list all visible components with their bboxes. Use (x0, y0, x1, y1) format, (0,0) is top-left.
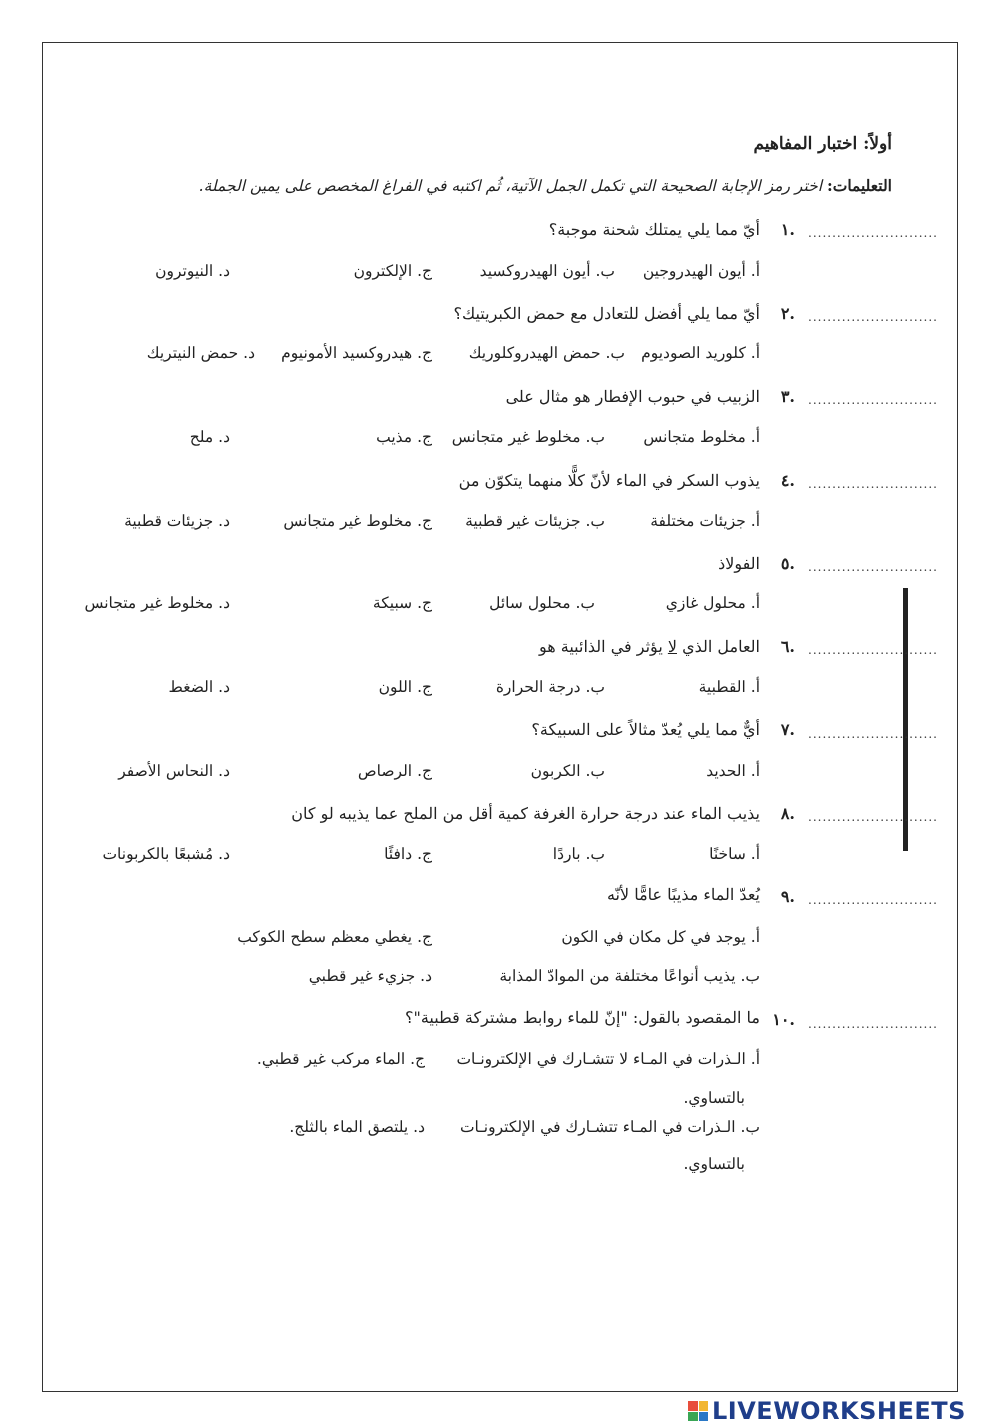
question-number: .٨ (780, 804, 795, 823)
option-c[interactable]: ج. الرصاص (357, 762, 432, 780)
option-d[interactable]: د. يلتصق الماء بالثلج. (289, 1118, 425, 1136)
question-text: العامل الذي لا يؤثر في الذائبية هو (538, 637, 760, 656)
answer-blank[interactable]: ........................... (808, 810, 938, 824)
option-c[interactable]: ج. الإلكترون (353, 262, 432, 280)
option-a[interactable]: أ. ساخنًا (709, 845, 760, 863)
option-d[interactable]: د. النحاس الأصفر (118, 762, 230, 780)
option-a[interactable]: أ. كلوريد الصوديوم (641, 344, 760, 362)
option-b[interactable]: ب. يذيب أنواعًا مختلفة من الموادّ المذابة (499, 967, 760, 985)
question-text: يذيب الماء عند درجة حرارة الغرفة كمية أقل من الملح عما يذيبه لو كان (291, 804, 760, 823)
option-a[interactable]: أ. القطبية (698, 678, 760, 696)
answer-blank[interactable]: ........................... (808, 226, 938, 240)
answer-blank[interactable]: ........................... (808, 893, 938, 907)
question-number: .٣ (780, 387, 795, 406)
option-d[interactable]: د. ملح (189, 428, 230, 446)
option-a[interactable]: أ. محلول غازي (665, 594, 760, 612)
question-text: أيّ مما يلي أفضل للتعادل مع حمض الكبريتيك؟ (453, 304, 760, 323)
logo-text: LIVEWORKSHEETS (712, 1397, 966, 1425)
question-number: .٢ (780, 304, 795, 323)
option-c[interactable]: ج. هيدروكسيد الأمونيوم (281, 344, 432, 362)
option-c[interactable]: ج. دافئًا (384, 845, 432, 863)
question-number: .١٠ (772, 1010, 795, 1029)
option-d[interactable]: د. حمض النيتريك (146, 344, 255, 362)
instructions-text: اختر رمز الإجابة الصحيحة التي تكمل الجمل الآتية، ثُم اكتبه في الفراغ المخصص على يمين الجملة. (198, 177, 823, 195)
page-border (42, 42, 958, 1392)
option-c[interactable]: ج. مخلوط غير متجانس (283, 512, 432, 530)
question-text: يذوب السكر في الماء لأنّ كلًّا منهما يتكوّن من (458, 471, 760, 490)
instructions (199, 176, 892, 195)
option-c[interactable]: ج. يغطي معظم سطح الكوكب (237, 928, 432, 946)
option-c[interactable]: ج. سبيكة (372, 594, 432, 612)
option-b[interactable]: ب. الـذرات في المـاء تتشـارك في الإلكترونـات (459, 1118, 760, 1136)
option-a[interactable]: أ. يوجد في كل مكان في الكون (561, 928, 760, 946)
question-text: أيّ مما يلي يمتلك شحنة موجبة؟ (548, 220, 760, 239)
liveworksheets-logo (688, 1398, 966, 1424)
logo-mark-icon (688, 1401, 708, 1421)
answer-blank[interactable]: ........................... (808, 477, 938, 491)
question-text: يُعدّ الماء مذيبًا عامًّا لأنّه (606, 885, 760, 904)
option-a-continuation: بالتساوي. (683, 1089, 745, 1107)
option-d[interactable]: د. مخلوط غير متجانس (84, 594, 230, 612)
option-b-continuation: بالتساوي. (683, 1155, 745, 1173)
option-d[interactable]: د. جزيء غير قطبي (308, 967, 432, 985)
option-c[interactable]: ج. الماء مركب غير قطبي. (256, 1050, 425, 1068)
option-a[interactable]: أ. الـذرات في المـاء لا تتشـارك في الإلكترونـات (456, 1050, 760, 1068)
question-number: .٩ (780, 887, 795, 906)
question-number: .٧ (780, 720, 795, 739)
section-heading: أولاً: اختبار المفاهيم (753, 134, 892, 154)
question-number: .١ (780, 220, 795, 239)
option-d[interactable]: د. جزيئات قطبية (124, 512, 230, 530)
question-text: الفولاذ (718, 554, 760, 573)
question-text: أيٌّ مما يلي يُعدّ مثالاً على السبيكة؟ (531, 720, 760, 739)
answer-blank[interactable]: ........................... (808, 643, 938, 657)
question-number: .٦ (780, 637, 795, 656)
option-d[interactable]: د. مُشبعًا بالكربونات (102, 845, 230, 863)
answer-blank[interactable]: ........................... (808, 1017, 938, 1031)
option-b[interactable]: ب. جزيئات غير قطبية (465, 512, 605, 530)
option-a[interactable]: أ. مخلوط متجانس (643, 428, 760, 446)
option-b[interactable]: ب. مخلوط غير متجانس (451, 428, 605, 446)
answer-blank[interactable]: ........................... (808, 393, 938, 407)
answer-blank[interactable]: ........................... (808, 310, 938, 324)
underlined-word: لا (667, 637, 677, 656)
answer-blank[interactable]: ........................... (808, 727, 938, 741)
option-b[interactable]: ب. الكربون (530, 762, 605, 780)
question-number: .٥ (780, 554, 795, 573)
question-text: ما المقصود بالقول: "إنّ للماء روابط مشتركة قطبية"؟ (404, 1008, 760, 1027)
option-d[interactable]: د. الضغط (168, 678, 230, 696)
answer-blank[interactable]: ........................... (808, 560, 938, 574)
option-b[interactable]: ب. محلول سائل (489, 594, 595, 612)
option-b[interactable]: ب. حمض الهيدروكلوريك (468, 344, 625, 362)
option-a[interactable]: أ. جزيئات مختلفة (650, 512, 760, 530)
question-number: .٤ (780, 471, 795, 490)
option-d[interactable]: د. النيوترون (155, 262, 230, 280)
option-b[interactable]: ب. أيون الهيدروكسيد (479, 262, 615, 280)
instructions-label: التعليمات: (827, 176, 892, 195)
option-c[interactable]: ج. مذيب (376, 428, 432, 446)
option-a[interactable]: أ. أيون الهيدروجين (642, 262, 760, 280)
option-b[interactable]: ب. درجة الحرارة (495, 678, 605, 696)
question-text: الزبيب في حبوب الإفطار هو مثال على (505, 387, 760, 406)
option-b[interactable]: ب. باردًا (552, 845, 605, 863)
option-c[interactable]: ج. اللون (378, 678, 432, 696)
option-a[interactable]: أ. الحديد (706, 762, 760, 780)
